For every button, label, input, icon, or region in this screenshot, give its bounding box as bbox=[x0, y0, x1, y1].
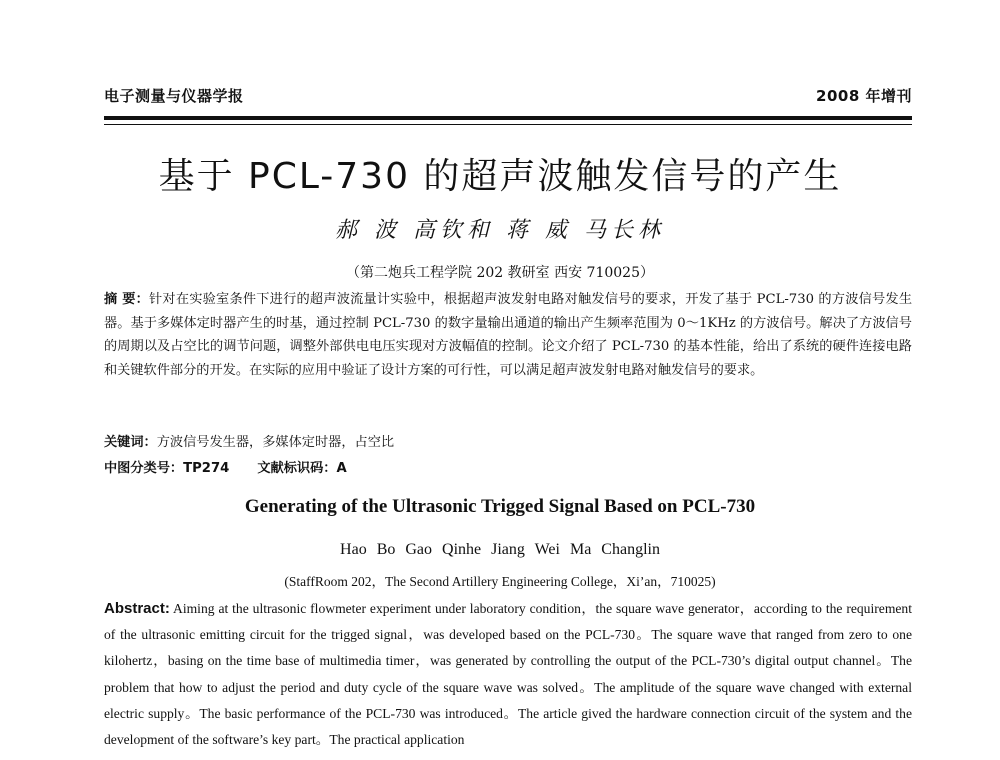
abstract-en-label: Abstract: bbox=[104, 600, 170, 617]
journal-name: 电子测量与仪器学报 bbox=[104, 87, 244, 105]
journal-issue: 2008 年增刊 bbox=[816, 87, 912, 105]
paper-title-cn: 基于 PCL-730 的超声波触发信号的产生 bbox=[158, 156, 842, 197]
clc-label: 中图分类号： bbox=[104, 461, 184, 476]
doc-code-label: 文献标识码： bbox=[257, 461, 337, 476]
keywords-cn bbox=[104, 431, 394, 450]
keywords-cn-text: 方波信号发生器，多媒体定时器，占空比 bbox=[156, 435, 395, 450]
authors-en: Hao Bo Gao Qinhe Jiang Wei Ma Changlin bbox=[340, 541, 660, 558]
abstract-en-text: Aiming at the ultrasonic flowmeter experiment under laboratory condition，the square wave generator，according to the requirement of the ultrasonic emitting circuit for the trigged signal，was developed based on the PCL-730。The square wave that ranged from zero to one kilohertz，basing on the time base of multimedia timer，was generated by controlling the output of the PCL-730’s digital output channel。The problem that how to adjust the period and duty cycle of the square wave was solved。The amplitude of the square wave changed with external electric supply。The basic performance of the PCL-730 was introduced。The article gived the hardware connection circuit of the system and the development of the software’s key part。The practical application bbox=[104, 601, 912, 748]
abstract-cn-text: 针对在实验室条件下进行的超声波流量计实验中，根据超声波发射电路对触发信号的要求，开发了基于 PCL-730 的方波信号发生器。基于多媒体定时器产生的时基，通过控制 PCL-730 的数字量输出通道的输出产生频率范围为 0～1KHz 的方波信号。解决了方波信号的周期以及占空比的调节问题，调整外部供电电压实现对方波幅值的控制。论文介绍了 PCL-730 的基本性能，给出了系统的硬件连接电路和关键软件部分的开发。在实际的应用中验证了设计方案的可行性，可以满足超声波发射电路对触发信号的要求。 bbox=[104, 292, 912, 378]
abstract-cn bbox=[104, 288, 912, 382]
keywords-cn-label: 关键词： bbox=[104, 435, 157, 450]
authors-cn: 郝 波 高钦和 蒋 威 马长林 bbox=[335, 218, 665, 243]
clc-value: TP274 bbox=[183, 461, 230, 476]
abstract-cn-label: 摘 要： bbox=[104, 292, 150, 307]
affiliation-cn: （第二炮兵工程学院 202 教研室 西安 710025） bbox=[346, 265, 654, 281]
header-rule-thick bbox=[104, 116, 912, 120]
affiliation-en: (StaffRoom 202，The Second Artillery Engineering College，Xi’an，710025) bbox=[284, 574, 716, 589]
journal-header bbox=[104, 85, 912, 106]
header-rule-thin bbox=[104, 124, 912, 125]
doc-code-value: A bbox=[336, 461, 347, 476]
abstract-en bbox=[104, 596, 912, 753]
classification-line bbox=[104, 457, 347, 476]
paper-title-en: Generating of the Ultrasonic Trigged Signal Based on PCL-730 bbox=[244, 496, 756, 517]
